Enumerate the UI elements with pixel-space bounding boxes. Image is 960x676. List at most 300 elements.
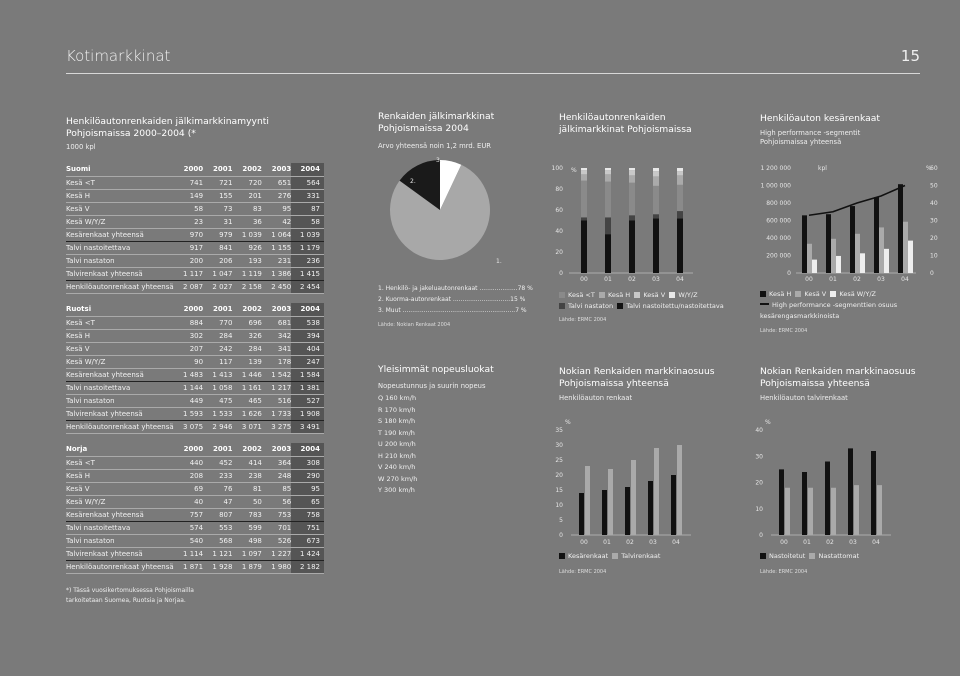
chart4-legend [760, 289, 897, 322]
tick-label: 0 [759, 532, 763, 539]
bar [848, 448, 853, 535]
x-tick-label: 02 [626, 539, 634, 545]
chart4-legend-item: Kesä W/Y/Z [839, 290, 876, 298]
cell-value: 1 593 [174, 407, 203, 420]
bar-segment [581, 168, 587, 170]
chart5-legend-item: Talvirenkaat [621, 552, 661, 560]
tick-label: 100 [551, 165, 563, 172]
tick-label: 60 [555, 207, 563, 214]
bar [812, 260, 817, 273]
cell-value: 341 [262, 342, 291, 355]
cell-value: 1 097 [232, 547, 261, 560]
bar-segment [581, 174, 587, 180]
bar-segment [581, 170, 587, 174]
cell-value: 1 584 [291, 368, 324, 381]
bar-segment [629, 175, 635, 182]
cell-value: 1 733 [262, 407, 291, 420]
pie-legend-item: 2. Kuorma-autonrenkaat ..............................15 % [378, 296, 526, 303]
speed-item: T 190 km/h [378, 428, 415, 437]
right-tick-label: 30 [930, 217, 938, 225]
year-header: 2001 [203, 443, 232, 456]
table-row [66, 407, 324, 420]
cell-value: 1 413 [203, 368, 232, 381]
speed-item: Q 160 km/h [378, 394, 417, 402]
tick-label: 10 [755, 505, 763, 513]
cell-value: 599 [232, 521, 261, 534]
table-header-row [66, 443, 324, 456]
chart6-title-line: Pohjoismaissa yhteensä [760, 377, 870, 389]
bar [579, 493, 584, 535]
bar-segment [581, 221, 587, 274]
pie-chart [378, 150, 528, 280]
cell-value: 404 [291, 342, 324, 355]
bar-segment [629, 168, 635, 170]
x-tick-label: 02 [628, 276, 636, 283]
bar-segment [629, 183, 635, 216]
chart5-source: Lähde: ERMC 2004 [559, 569, 607, 575]
cell-value: 841 [203, 241, 232, 254]
cell-value: 394 [291, 329, 324, 342]
bar [908, 241, 913, 273]
table-row [66, 560, 324, 573]
chart3-stacked-bar [545, 155, 705, 285]
chart3-legend-item: Talvi nastaton [568, 302, 614, 310]
pie-title [378, 111, 494, 134]
bar [855, 234, 860, 273]
x-tick-label: 03 [849, 539, 857, 545]
row-label: Talvi nastoitettava [66, 521, 174, 534]
cell-value: 783 [232, 508, 261, 521]
chart3-legend-item: Talvi nastoitettu/nastoitettava [626, 302, 724, 310]
unit-label: % [926, 165, 932, 172]
cell-value: 193 [232, 254, 261, 267]
chart4-source: Lähde: ERMC 2004 [760, 328, 808, 334]
chart5-legend [559, 551, 660, 562]
chart4-legend-item: Kesä V [804, 290, 827, 298]
bar-segment [677, 171, 683, 175]
cell-value: 3 491 [291, 420, 324, 433]
bar-segment [605, 174, 611, 181]
speed-item: Y 300 km/h [378, 486, 415, 494]
row-label: Kesä <T [66, 316, 174, 329]
cell-value: 475 [203, 394, 232, 407]
row-label: Talvi nastoitettava [66, 241, 174, 254]
cell-value: 73 [203, 202, 232, 215]
pie-title-line: Renkaiden jälkimarkkinat [378, 111, 495, 122]
cell-value: 69 [174, 482, 203, 495]
bar [654, 448, 659, 535]
bar [871, 451, 876, 535]
bar [884, 249, 889, 273]
bar-segment [653, 214, 659, 218]
cell-value: 1 117 [174, 267, 203, 280]
bar [785, 488, 790, 535]
footnote-line: *) Tässä vuosikertomuksessa Pohjoismailla [66, 587, 194, 594]
year-header: 2004 [291, 303, 324, 316]
tick-label: 20 [555, 472, 563, 479]
cell-value: 238 [232, 469, 261, 482]
cell-value: 2 182 [291, 560, 324, 573]
bar-segment [653, 168, 659, 171]
cell-value: 970 [174, 228, 203, 241]
tick-label: 25 [555, 457, 563, 464]
bar-segment [629, 170, 635, 175]
pie-title-line: Pohjoismaissa 2004 [378, 122, 469, 134]
speed-item: V 240 km/h [378, 463, 416, 471]
cell-value: 308 [291, 456, 324, 469]
row-label: Kesä V [66, 202, 174, 215]
cell-value: 564 [291, 176, 324, 189]
row-label: Henkilöautonrenkaat yhteensä [66, 280, 174, 293]
bar [779, 469, 784, 535]
unit-label: % [565, 419, 571, 426]
table-row [66, 267, 324, 280]
cell-value: 538 [291, 316, 324, 329]
chart5-title [559, 366, 715, 389]
table-row [66, 355, 324, 368]
x-tick-label: 03 [649, 539, 657, 545]
cell-value: 87 [291, 202, 324, 215]
cell-value: 1 424 [291, 547, 324, 560]
bar-segment [605, 182, 611, 218]
cell-value: 1 908 [291, 407, 324, 420]
cell-value: 178 [262, 355, 291, 368]
header-rule [66, 73, 920, 74]
bar [898, 184, 903, 273]
cell-value: 1 039 [291, 228, 324, 241]
chart4-legend-item: Kesä H [769, 290, 792, 298]
pie-slice-label: 1. [496, 258, 502, 265]
cell-value: 200 [174, 254, 203, 267]
year-header: 2004 [291, 443, 324, 456]
year-header: 2003 [262, 163, 291, 176]
row-label: Kesä W/Y/Z [66, 355, 174, 368]
chart3-legend-item: Kesä V [643, 291, 666, 299]
cell-value: 751 [291, 521, 324, 534]
bar-segment [677, 218, 683, 273]
cell-value: 1 533 [203, 407, 232, 420]
row-label: Kesä <T [66, 176, 174, 189]
speed-item: H 210 km/h [378, 451, 416, 460]
x-tick-label: 03 [877, 276, 885, 283]
cell-value: 85 [262, 482, 291, 495]
cell-value: 117 [203, 355, 232, 368]
right-tick-label: 60 [930, 165, 938, 172]
cell-value: 56 [262, 495, 291, 508]
cell-value: 681 [262, 316, 291, 329]
cell-value: 208 [174, 469, 203, 482]
chart6-subtitle: Henkilöauton talvirenkaat [760, 394, 848, 402]
table-row [66, 368, 324, 381]
tick-label: 1 000 000 [760, 182, 791, 190]
table-title-line: Henkilöautonrenkaiden jälkimarkkinamyynti [66, 116, 269, 127]
tick-label: 20 [555, 249, 563, 256]
x-tick-label: 00 [580, 539, 588, 545]
bar-segment [677, 185, 683, 211]
bar [585, 466, 590, 535]
cell-value: 449 [174, 394, 203, 407]
table-row [66, 381, 324, 394]
table-row [66, 482, 324, 495]
tick-label: 30 [555, 442, 563, 449]
x-tick-label: 04 [676, 276, 684, 283]
chart4-subtitle [760, 129, 860, 147]
cell-value: 770 [203, 316, 232, 329]
table-row [66, 495, 324, 508]
tick-label: 10 [555, 502, 563, 509]
table-norway [66, 443, 324, 574]
tick-label: 15 [555, 487, 563, 494]
cell-value: 516 [262, 394, 291, 407]
cell-value: 1 871 [174, 560, 203, 573]
cell-value: 139 [232, 355, 261, 368]
chart4-line-legend: High performance -segmenttien osuus [772, 301, 898, 309]
year-header: 2003 [262, 303, 291, 316]
tick-label: 200 000 [766, 252, 791, 260]
row-label: Henkilöautonrenkaat yhteensä [66, 560, 174, 573]
chart3-legend-item: W/Y/Z [678, 291, 698, 299]
cell-value: 1 047 [203, 267, 232, 280]
row-label: Henkilöautonrenkaat yhteensä [66, 420, 174, 433]
unit-label: % [571, 167, 577, 174]
table-row [66, 254, 324, 267]
chart3-legend-item: Kesä H [607, 291, 631, 299]
bar-segment [605, 217, 611, 234]
chart4-bar-line [740, 155, 940, 285]
cell-value: 248 [262, 469, 291, 482]
cell-value: 1 542 [262, 368, 291, 381]
table-row [66, 394, 324, 407]
unit-label: kpl [818, 165, 827, 172]
cell-value: 1 626 [232, 407, 261, 420]
year-header: 2000 [174, 443, 203, 456]
table-row [66, 547, 324, 560]
chart4-title: Henkilöauton kesärenkaat [760, 113, 880, 124]
cell-value: 284 [232, 342, 261, 355]
speed-subtitle: Nopeustunnus ja suurin nopeus [378, 382, 486, 390]
tick-label: 800 000 [766, 200, 791, 207]
year-header: 2001 [203, 163, 232, 176]
table-row [66, 342, 324, 355]
bar [826, 214, 831, 273]
tick-label: 20 [755, 479, 763, 487]
chart3-title-line: Henkilöautonrenkaiden [559, 112, 666, 123]
cell-value: 3 075 [174, 420, 203, 433]
cell-value: 696 [232, 316, 261, 329]
country-name: Norja [66, 443, 174, 456]
pie-subtitle: Arvo yhteensä noin 1,2 mrd. EUR [378, 142, 492, 150]
cell-value: 342 [262, 329, 291, 342]
cell-value: 2 454 [291, 280, 324, 293]
bar [877, 485, 882, 535]
cell-value: 1 446 [232, 368, 261, 381]
cell-value: 2 027 [203, 280, 232, 293]
cell-value: 884 [174, 316, 203, 329]
cell-value: 568 [203, 534, 232, 547]
cell-value: 926 [232, 241, 261, 254]
x-tick-label: 04 [672, 539, 680, 545]
cell-value: 1 483 [174, 368, 203, 381]
pie-source: Lähde: Nokian Renkaat 2004 [378, 322, 451, 328]
cell-value: 1 227 [262, 547, 291, 560]
row-label: Talvirenkaat yhteensä [66, 547, 174, 560]
row-label: Kesä W/Y/Z [66, 495, 174, 508]
bar [879, 227, 884, 273]
bar-segment [653, 176, 659, 185]
tick-label: 0 [559, 532, 563, 539]
bar [608, 469, 613, 535]
cell-value: 673 [291, 534, 324, 547]
tick-label: 40 [755, 427, 763, 434]
cell-value: 574 [174, 521, 203, 534]
table-title-line: Pohjoismaissa 2000–2004 (* [66, 127, 196, 139]
cell-value: 414 [232, 456, 261, 469]
chart5-subtitle: Henkilöauton renkaat [559, 394, 633, 402]
chart5-title-line: Pohjoismaissa yhteensä [559, 377, 669, 389]
cell-value: 1 879 [232, 560, 261, 573]
cell-value: 284 [203, 329, 232, 342]
cell-value: 58 [174, 202, 203, 215]
cell-value: 758 [291, 508, 324, 521]
cell-value: 40 [174, 495, 203, 508]
x-tick-label: 01 [829, 276, 837, 283]
cell-value: 720 [232, 176, 261, 189]
cell-value: 1 064 [262, 228, 291, 241]
cell-value: 2 946 [203, 420, 232, 433]
table-row [66, 508, 324, 521]
cell-value: 807 [203, 508, 232, 521]
cell-value: 1 161 [232, 381, 261, 394]
year-header: 2000 [174, 163, 203, 176]
row-label: Kesärenkaat yhteensä [66, 228, 174, 241]
bar-segment [677, 211, 683, 218]
cell-value: 1 980 [262, 560, 291, 573]
table-finland [66, 163, 324, 294]
cell-value: 1 179 [291, 241, 324, 254]
pie-slice-label: 3. [436, 157, 442, 164]
cell-value: 917 [174, 241, 203, 254]
bar-segment [653, 171, 659, 176]
country-name: Ruotsi [66, 303, 174, 316]
table-row [66, 241, 324, 254]
chart5-title-line: Nokian Renkaiden markkinaosuus [559, 366, 715, 377]
cell-value: 36 [232, 215, 261, 228]
bar [836, 256, 841, 273]
table-row [66, 176, 324, 189]
year-header: 2002 [232, 163, 261, 176]
cell-value: 81 [232, 482, 261, 495]
year-header: 2002 [232, 303, 261, 316]
pie-legend-item: 1. Henkilö- ja jakeluautonrenkaat ....................78 % [378, 285, 533, 292]
cell-value: 1 381 [291, 381, 324, 394]
page-number: 15 [900, 47, 920, 65]
bar [825, 462, 830, 536]
year-header: 2002 [232, 443, 261, 456]
x-tick-label: 00 [780, 539, 788, 545]
x-tick-label: 02 [826, 539, 834, 545]
row-label: Talvi nastoitettava [66, 381, 174, 394]
year-header: 2000 [174, 303, 203, 316]
table-row [66, 228, 324, 241]
chart4-line-legend: kesärengasmarkkinoista [760, 312, 840, 320]
row-label: Talvi nastaton [66, 534, 174, 547]
year-header: 2001 [203, 303, 232, 316]
year-header: 2004 [291, 163, 324, 176]
table-title [66, 116, 269, 139]
cell-value: 233 [203, 469, 232, 482]
pie-legend-item: 3. Muut ...........................................................7 % [378, 307, 527, 314]
speed-item: S 180 km/h [378, 417, 416, 425]
chart3-title [559, 112, 692, 135]
pie-legend [378, 283, 533, 316]
cell-value: 206 [203, 254, 232, 267]
cell-value: 701 [262, 521, 291, 534]
cell-value: 95 [262, 202, 291, 215]
row-label: Kesä V [66, 342, 174, 355]
cell-value: 2 158 [232, 280, 261, 293]
table-row [66, 280, 324, 293]
cell-value: 83 [232, 202, 261, 215]
cell-value: 440 [174, 456, 203, 469]
speed-list [378, 393, 417, 497]
bar [602, 490, 607, 535]
x-tick-label: 01 [803, 539, 811, 545]
cell-value: 527 [291, 394, 324, 407]
row-label: Talvirenkaat yhteensä [66, 407, 174, 420]
cell-value: 364 [262, 456, 291, 469]
bar [831, 488, 836, 535]
cell-value: 465 [232, 394, 261, 407]
cell-value: 498 [232, 534, 261, 547]
cell-value: 247 [291, 355, 324, 368]
speed-title: Yleisimmät nopeusluokat [378, 364, 494, 375]
row-label: Kesä H [66, 469, 174, 482]
cell-value: 31 [203, 215, 232, 228]
bar [802, 472, 807, 535]
cell-value: 236 [291, 254, 324, 267]
cell-value: 1 386 [262, 267, 291, 280]
table-row [66, 521, 324, 534]
tick-label: 0 [787, 270, 791, 277]
table-row [66, 469, 324, 482]
share-line [809, 186, 905, 216]
bar [671, 475, 676, 535]
tick-label: 30 [755, 453, 763, 461]
table-unit: 1000 kpl [66, 143, 96, 151]
bar-segment [653, 186, 659, 214]
bar [903, 222, 908, 273]
bar [854, 485, 859, 535]
cell-value: 149 [174, 189, 203, 202]
cell-value: 1 928 [203, 560, 232, 573]
bar [874, 197, 879, 273]
cell-value: 331 [291, 189, 324, 202]
row-label: Kesärenkaat yhteensä [66, 508, 174, 521]
bar [860, 253, 865, 273]
cell-value: 757 [174, 508, 203, 521]
footnote-line: tarkoitetaan Suomea, Ruotsia ja Norjaa. [66, 597, 186, 604]
cell-value: 1 144 [174, 381, 203, 394]
table-header-row [66, 303, 324, 316]
right-tick-label: 40 [930, 200, 938, 207]
bar [625, 487, 630, 535]
bar-segment [581, 217, 587, 220]
row-label: Kesä <T [66, 456, 174, 469]
bar-segment [677, 168, 683, 171]
bar-segment [605, 168, 611, 170]
chart3-source: Lähde: ERMC 2004 [559, 317, 607, 323]
cell-value: 2 450 [262, 280, 291, 293]
